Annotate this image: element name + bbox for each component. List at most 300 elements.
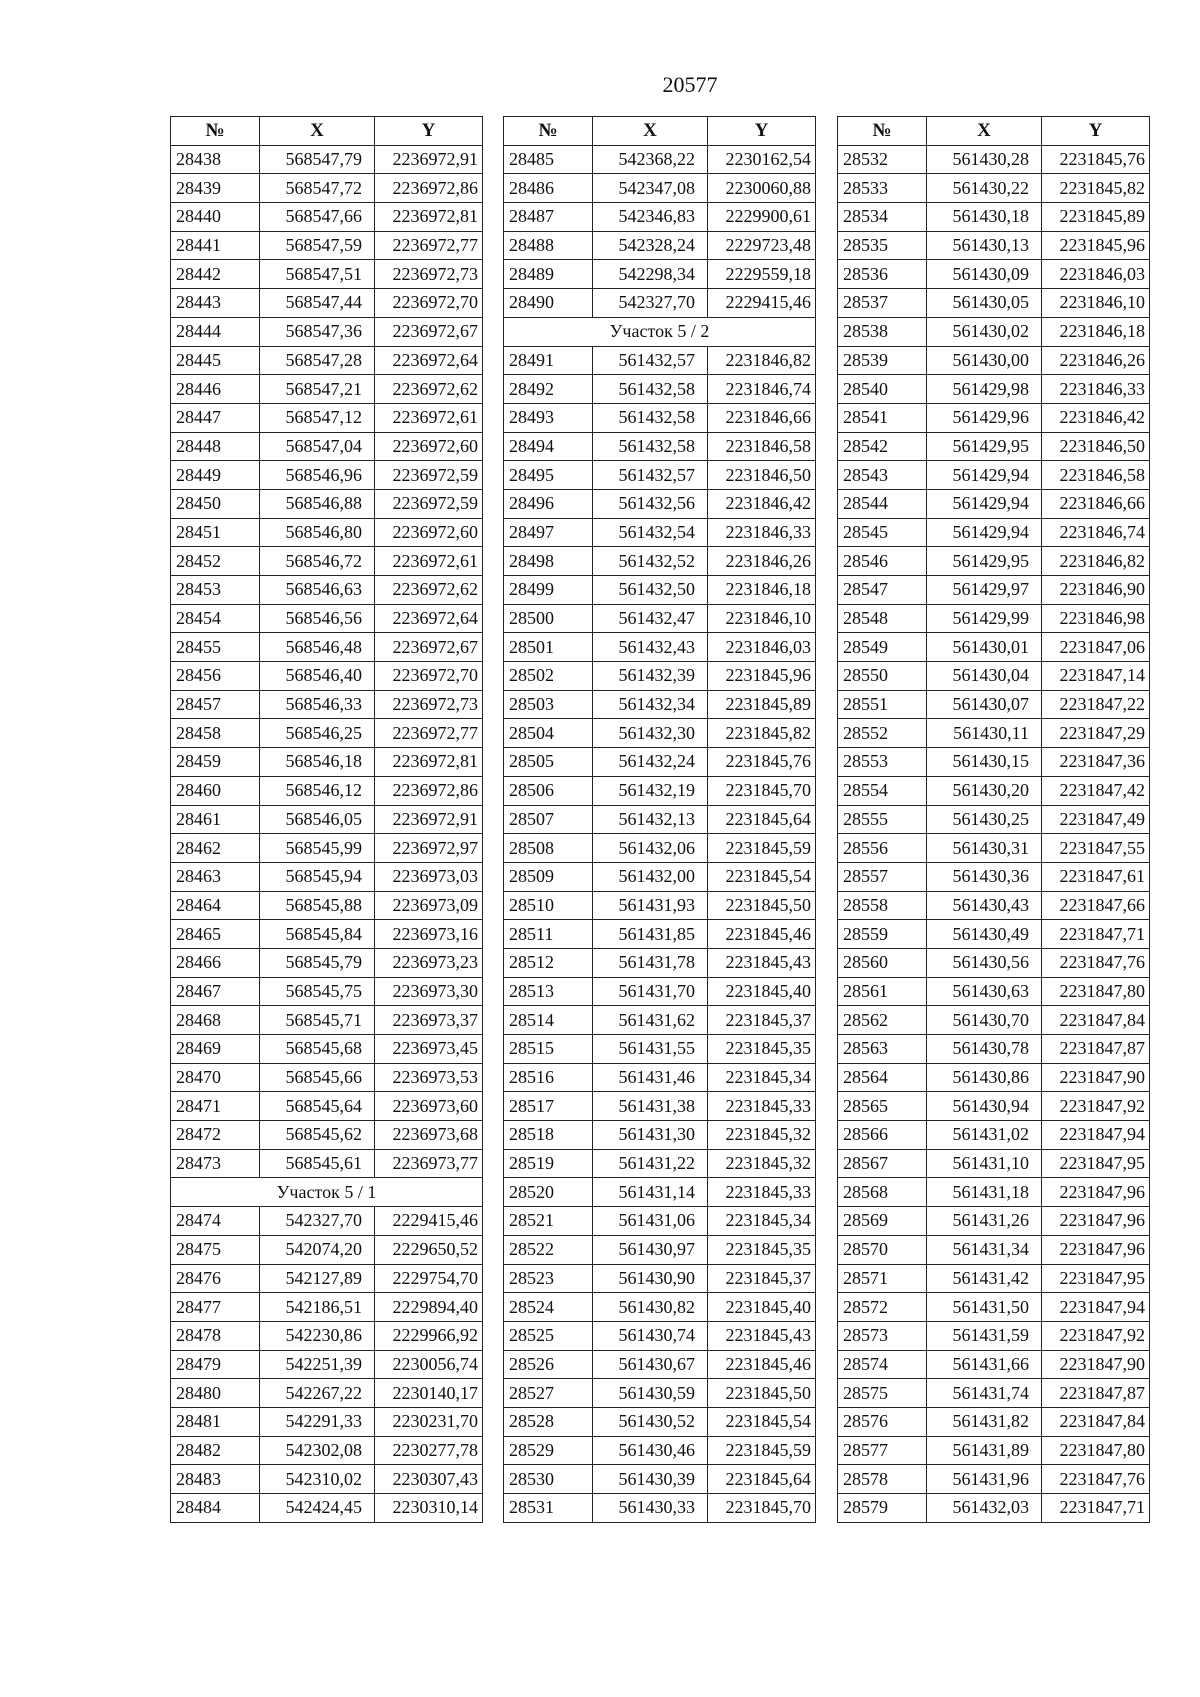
point-number-cell: 28525	[504, 1321, 593, 1350]
y-coordinate-cell: 2231845,89	[708, 690, 816, 719]
x-coordinate-cell: 561430,20	[927, 776, 1042, 805]
x-coordinate-cell: 568546,72	[260, 547, 375, 576]
x-coordinate-cell: 561430,49	[927, 920, 1042, 949]
x-coordinate-cell: 561431,30	[593, 1121, 708, 1150]
y-coordinate-cell: 2231847,42	[1042, 776, 1150, 805]
point-number-cell: 28457	[171, 690, 260, 719]
x-coordinate-cell: 568546,12	[260, 776, 375, 805]
point-number-cell: 28514	[504, 1006, 593, 1035]
table-row	[838, 203, 1150, 232]
x-coordinate-cell: 568545,62	[260, 1121, 375, 1150]
x-coordinate-cell: 561429,96	[927, 403, 1042, 432]
table-row	[838, 576, 1150, 605]
table-row	[504, 719, 816, 748]
y-coordinate-cell: 2231845,96	[1042, 231, 1150, 260]
y-coordinate-cell: 2236972,70	[375, 289, 483, 318]
table-row	[171, 461, 483, 490]
y-coordinate-cell: 2231846,10	[1042, 289, 1150, 318]
table-row	[504, 948, 816, 977]
y-coordinate-cell: 2231847,87	[1042, 1379, 1150, 1408]
table-row	[838, 461, 1150, 490]
x-coordinate-cell: 542127,89	[260, 1264, 375, 1293]
table-row	[171, 1092, 483, 1121]
x-coordinate-cell: 568545,99	[260, 834, 375, 863]
table-row	[171, 518, 483, 547]
point-number-cell: 28444	[171, 317, 260, 346]
y-coordinate-cell: 2229415,46	[708, 289, 816, 318]
point-number-cell: 28574	[838, 1350, 927, 1379]
table-row	[504, 862, 816, 891]
x-coordinate-cell: 561429,95	[927, 432, 1042, 461]
point-number-cell: 28486	[504, 174, 593, 203]
table-row	[504, 748, 816, 777]
y-coordinate-cell: 2231847,49	[1042, 805, 1150, 834]
table-row	[171, 289, 483, 318]
point-number-cell: 28540	[838, 375, 927, 404]
x-coordinate-cell: 561432,03	[927, 1494, 1042, 1523]
table-row	[838, 977, 1150, 1006]
y-coordinate-cell: 2231847,80	[1042, 977, 1150, 1006]
table-row	[171, 690, 483, 719]
x-coordinate-cell: 561430,18	[927, 203, 1042, 232]
point-number-cell: 28480	[171, 1379, 260, 1408]
x-coordinate-cell: 561430,94	[927, 1092, 1042, 1121]
x-coordinate-cell: 561430,07	[927, 690, 1042, 719]
table-row	[171, 805, 483, 834]
point-number-cell: 28466	[171, 948, 260, 977]
table-row	[838, 690, 1150, 719]
number-column-header: №	[838, 117, 927, 146]
table-row	[838, 834, 1150, 863]
y-coordinate-cell: 2231846,90	[1042, 576, 1150, 605]
point-number-cell: 28445	[171, 346, 260, 375]
y-coordinate-cell: 2236972,60	[375, 432, 483, 461]
table-row	[504, 403, 816, 432]
point-number-cell: 28530	[504, 1465, 593, 1494]
table-row	[838, 518, 1150, 547]
y-coordinate-cell: 2236972,77	[375, 719, 483, 748]
x-coordinate-cell: 561429,98	[927, 375, 1042, 404]
table-row	[838, 432, 1150, 461]
point-number-cell: 28460	[171, 776, 260, 805]
point-number-cell: 28472	[171, 1121, 260, 1150]
point-number-cell: 28484	[171, 1494, 260, 1523]
y-coordinate-cell: 2236973,53	[375, 1063, 483, 1092]
point-number-cell: 28506	[504, 776, 593, 805]
table-row	[171, 375, 483, 404]
coordinates-table-1	[170, 116, 483, 1523]
point-number-cell: 28482	[171, 1436, 260, 1465]
y-coordinate-cell: 2231847,71	[1042, 920, 1150, 949]
table-row	[504, 547, 816, 576]
table-row	[504, 174, 816, 203]
table-row	[171, 719, 483, 748]
table-row	[504, 920, 816, 949]
x-coordinate-cell: 561431,46	[593, 1063, 708, 1092]
x-coordinate-cell: 561430,13	[927, 231, 1042, 260]
table-row	[504, 1006, 816, 1035]
y-coordinate-cell: 2230231,70	[375, 1407, 483, 1436]
x-coordinate-cell: 561429,97	[927, 576, 1042, 605]
x-coordinate-cell: 568547,66	[260, 203, 375, 232]
y-column-header: Y	[375, 117, 483, 146]
y-coordinate-cell: 2236973,45	[375, 1035, 483, 1064]
point-number-cell: 28485	[504, 145, 593, 174]
section-label: Участок 5 / 2	[504, 317, 816, 346]
point-number-cell: 28548	[838, 604, 927, 633]
x-coordinate-cell: 561431,93	[593, 891, 708, 920]
x-coordinate-cell: 561432,06	[593, 834, 708, 863]
point-number-cell: 28564	[838, 1063, 927, 1092]
x-coordinate-cell: 568547,12	[260, 403, 375, 432]
table-row	[504, 662, 816, 691]
point-number-cell: 28520	[504, 1178, 593, 1207]
point-number-cell: 28481	[171, 1407, 260, 1436]
x-coordinate-cell: 568546,18	[260, 748, 375, 777]
table-row	[171, 891, 483, 920]
y-coordinate-cell: 2231845,50	[708, 1379, 816, 1408]
table-row	[171, 1436, 483, 1465]
table-row	[504, 834, 816, 863]
point-number-cell: 28487	[504, 203, 593, 232]
y-coordinate-cell: 2231847,95	[1042, 1149, 1150, 1178]
point-number-cell: 28491	[504, 346, 593, 375]
point-number-cell: 28542	[838, 432, 927, 461]
x-coordinate-cell: 561431,14	[593, 1178, 708, 1207]
y-coordinate-cell: 2231846,03	[1042, 260, 1150, 289]
point-number-cell: 28517	[504, 1092, 593, 1121]
table-row	[838, 748, 1150, 777]
table-row	[171, 1035, 483, 1064]
table-row	[504, 260, 816, 289]
x-coordinate-cell: 568547,44	[260, 289, 375, 318]
table-row	[838, 317, 1150, 346]
point-number-cell: 28539	[838, 346, 927, 375]
point-number-cell: 28493	[504, 403, 593, 432]
x-coordinate-cell: 561432,58	[593, 432, 708, 461]
x-coordinate-cell: 561430,70	[927, 1006, 1042, 1035]
x-coordinate-cell: 561430,74	[593, 1321, 708, 1350]
y-coordinate-cell: 2236972,59	[375, 489, 483, 518]
y-coordinate-cell: 2231845,37	[708, 1264, 816, 1293]
y-coordinate-cell: 2231846,33	[1042, 375, 1150, 404]
y-coordinate-cell: 2231845,89	[1042, 203, 1150, 232]
point-number-cell: 28547	[838, 576, 927, 605]
table-row	[504, 346, 816, 375]
table-row	[838, 1407, 1150, 1436]
table-row	[171, 576, 483, 605]
table-row	[171, 317, 483, 346]
y-coordinate-cell: 2231846,98	[1042, 604, 1150, 633]
x-coordinate-cell: 568546,63	[260, 576, 375, 605]
point-number-cell: 28438	[171, 145, 260, 174]
point-number-cell: 28452	[171, 547, 260, 576]
table-row	[504, 576, 816, 605]
y-coordinate-cell: 2231846,26	[708, 547, 816, 576]
point-number-cell: 28556	[838, 834, 927, 863]
point-number-cell: 28476	[171, 1264, 260, 1293]
x-coordinate-cell: 561430,33	[593, 1494, 708, 1523]
x-coordinate-cell: 561431,78	[593, 948, 708, 977]
table-row	[504, 1264, 816, 1293]
point-number-cell: 28473	[171, 1149, 260, 1178]
y-coordinate-cell: 2236973,09	[375, 891, 483, 920]
x-coordinate-cell: 561431,34	[927, 1235, 1042, 1264]
point-number-cell: 28440	[171, 203, 260, 232]
table-row	[504, 1063, 816, 1092]
y-coordinate-cell: 2231846,50	[708, 461, 816, 490]
x-coordinate-cell: 561430,39	[593, 1465, 708, 1494]
x-coordinate-cell: 561430,28	[927, 145, 1042, 174]
y-column-header: Y	[708, 117, 816, 146]
x-coordinate-cell: 542368,22	[593, 145, 708, 174]
point-number-cell: 28474	[171, 1207, 260, 1236]
x-coordinate-cell: 542327,70	[593, 289, 708, 318]
point-number-cell: 28509	[504, 862, 593, 891]
x-coordinate-cell: 568547,21	[260, 375, 375, 404]
y-coordinate-cell: 2231846,33	[708, 518, 816, 547]
y-coordinate-cell: 2231846,74	[708, 375, 816, 404]
x-coordinate-cell: 561432,34	[593, 690, 708, 719]
x-coordinate-cell: 561430,46	[593, 1436, 708, 1465]
y-coordinate-cell: 2231845,33	[708, 1092, 816, 1121]
point-number-cell: 28468	[171, 1006, 260, 1035]
y-coordinate-cell: 2231847,96	[1042, 1235, 1150, 1264]
x-coordinate-cell: 561429,94	[927, 518, 1042, 547]
point-number-cell: 28510	[504, 891, 593, 920]
point-number-cell: 28469	[171, 1035, 260, 1064]
y-coordinate-cell: 2236972,73	[375, 690, 483, 719]
section-label: Участок 5 / 1	[171, 1178, 483, 1207]
x-coordinate-cell: 561431,59	[927, 1321, 1042, 1350]
x-coordinate-cell: 561430,04	[927, 662, 1042, 691]
x-coordinate-cell: 561432,13	[593, 805, 708, 834]
y-coordinate-cell: 2231845,96	[708, 662, 816, 691]
point-number-cell: 28490	[504, 289, 593, 318]
point-number-cell: 28544	[838, 489, 927, 518]
table-row	[838, 1121, 1150, 1150]
x-coordinate-cell: 561430,43	[927, 891, 1042, 920]
y-coordinate-cell: 2231846,66	[1042, 489, 1150, 518]
point-number-cell: 28559	[838, 920, 927, 949]
point-number-cell: 28489	[504, 260, 593, 289]
x-coordinate-cell: 568545,71	[260, 1006, 375, 1035]
y-coordinate-cell: 2230307,43	[375, 1465, 483, 1494]
table-row	[838, 948, 1150, 977]
table-row	[504, 1207, 816, 1236]
table-row	[504, 891, 816, 920]
x-coordinate-cell: 561431,70	[593, 977, 708, 1006]
point-number-cell: 28579	[838, 1494, 927, 1523]
x-coordinate-cell: 542347,08	[593, 174, 708, 203]
point-number-cell: 28565	[838, 1092, 927, 1121]
y-coordinate-cell: 2231847,94	[1042, 1121, 1150, 1150]
table-row	[171, 662, 483, 691]
point-number-cell: 28578	[838, 1465, 927, 1494]
x-coordinate-cell: 561432,43	[593, 633, 708, 662]
y-coordinate-cell: 2231847,80	[1042, 1436, 1150, 1465]
point-number-cell: 28575	[838, 1379, 927, 1408]
y-coordinate-cell: 2231845,35	[708, 1035, 816, 1064]
number-column-header: №	[504, 117, 593, 146]
x-coordinate-cell: 542327,70	[260, 1207, 375, 1236]
point-number-cell: 28492	[504, 375, 593, 404]
point-number-cell: 28464	[171, 891, 260, 920]
point-number-cell: 28570	[838, 1235, 927, 1264]
y-coordinate-cell: 2231845,40	[708, 1293, 816, 1322]
y-coordinate-cell: 2231846,10	[708, 604, 816, 633]
y-coordinate-cell: 2231847,90	[1042, 1063, 1150, 1092]
coordinates-table-3	[837, 116, 1150, 1523]
table-row	[838, 1178, 1150, 1207]
x-coordinate-cell: 568545,75	[260, 977, 375, 1006]
point-number-cell: 28497	[504, 518, 593, 547]
point-number-cell: 28479	[171, 1350, 260, 1379]
point-number-cell: 28447	[171, 403, 260, 432]
x-coordinate-cell: 568546,25	[260, 719, 375, 748]
table-row	[838, 633, 1150, 662]
y-coordinate-cell: 2231846,42	[1042, 403, 1150, 432]
table-row	[838, 174, 1150, 203]
point-number-cell: 28439	[171, 174, 260, 203]
point-number-cell: 28446	[171, 375, 260, 404]
y-coordinate-cell: 2231846,50	[1042, 432, 1150, 461]
table-row	[838, 1207, 1150, 1236]
y-coordinate-cell: 2236972,67	[375, 317, 483, 346]
y-coordinate-cell: 2231845,34	[708, 1063, 816, 1092]
table-row	[838, 862, 1150, 891]
y-coordinate-cell: 2229900,61	[708, 203, 816, 232]
point-number-cell: 28504	[504, 719, 593, 748]
table-row	[838, 604, 1150, 633]
table-row	[504, 1494, 816, 1523]
table-row	[838, 1379, 1150, 1408]
table-row	[504, 1407, 816, 1436]
point-number-cell: 28518	[504, 1121, 593, 1150]
y-coordinate-cell: 2231847,71	[1042, 1494, 1150, 1523]
point-number-cell: 28550	[838, 662, 927, 691]
y-coordinate-cell: 2231846,74	[1042, 518, 1150, 547]
point-number-cell: 28503	[504, 690, 593, 719]
x-coordinate-cell: 561430,97	[593, 1235, 708, 1264]
table-row	[171, 174, 483, 203]
x-coordinate-cell: 561432,19	[593, 776, 708, 805]
x-coordinate-cell: 542267,22	[260, 1379, 375, 1408]
y-coordinate-cell: 2236972,86	[375, 174, 483, 203]
point-number-cell: 28448	[171, 432, 260, 461]
x-coordinate-cell: 561432,00	[593, 862, 708, 891]
y-coordinate-cell: 2231847,90	[1042, 1350, 1150, 1379]
x-coordinate-cell: 561432,30	[593, 719, 708, 748]
x-coordinate-cell: 561431,74	[927, 1379, 1042, 1408]
y-coordinate-cell: 2231846,42	[708, 489, 816, 518]
x-coordinate-cell: 568545,88	[260, 891, 375, 920]
table-row	[838, 1494, 1150, 1523]
point-number-cell: 28443	[171, 289, 260, 318]
point-number-cell: 28523	[504, 1264, 593, 1293]
x-coordinate-cell: 561429,94	[927, 461, 1042, 490]
table-header-row	[171, 117, 483, 146]
table-row	[171, 1121, 483, 1150]
x-coordinate-cell: 542074,20	[260, 1235, 375, 1264]
table-header-row	[504, 117, 816, 146]
x-coordinate-cell: 561430,31	[927, 834, 1042, 863]
point-number-cell: 28470	[171, 1063, 260, 1092]
y-coordinate-cell: 2231846,26	[1042, 346, 1150, 375]
x-coordinate-cell: 561430,67	[593, 1350, 708, 1379]
page-number: 20577	[662, 72, 718, 97]
table-row	[838, 1350, 1150, 1379]
y-coordinate-cell: 2231845,82	[708, 719, 816, 748]
number-column-header: №	[171, 117, 260, 146]
y-coordinate-cell: 2236972,62	[375, 375, 483, 404]
y-coordinate-cell: 2236972,67	[375, 633, 483, 662]
table-row	[838, 145, 1150, 174]
table-row	[171, 547, 483, 576]
table-row	[504, 231, 816, 260]
point-number-cell: 28534	[838, 203, 927, 232]
table-row	[838, 1264, 1150, 1293]
x-coordinate-cell: 561429,95	[927, 547, 1042, 576]
y-coordinate-cell: 2231845,59	[708, 1436, 816, 1465]
y-coordinate-cell: 2236972,81	[375, 748, 483, 777]
table-row	[838, 1293, 1150, 1322]
point-number-cell: 28561	[838, 977, 927, 1006]
y-coordinate-cell: 2236973,03	[375, 862, 483, 891]
x-coordinate-cell: 542310,02	[260, 1465, 375, 1494]
point-number-cell: 28477	[171, 1293, 260, 1322]
y-coordinate-cell: 2229894,40	[375, 1293, 483, 1322]
x-coordinate-cell: 561431,38	[593, 1092, 708, 1121]
y-coordinate-cell: 2231847,22	[1042, 690, 1150, 719]
y-coordinate-cell: 2231847,55	[1042, 834, 1150, 863]
y-coordinate-cell: 2236973,60	[375, 1092, 483, 1121]
x-column-header: X	[593, 117, 708, 146]
table-row	[171, 633, 483, 662]
x-coordinate-cell: 561430,78	[927, 1035, 1042, 1064]
x-coordinate-cell: 542298,34	[593, 260, 708, 289]
y-coordinate-cell: 2236973,30	[375, 977, 483, 1006]
x-coordinate-cell: 568545,64	[260, 1092, 375, 1121]
y-coordinate-cell: 2231845,50	[708, 891, 816, 920]
table-row	[504, 145, 816, 174]
x-coordinate-cell: 568547,72	[260, 174, 375, 203]
y-coordinate-cell: 2236972,73	[375, 260, 483, 289]
y-coordinate-cell: 2231845,76	[1042, 145, 1150, 174]
point-number-cell: 28532	[838, 145, 927, 174]
point-number-cell: 28516	[504, 1063, 593, 1092]
y-coordinate-cell: 2231845,70	[708, 776, 816, 805]
table-row	[171, 145, 483, 174]
x-coordinate-cell: 561430,00	[927, 346, 1042, 375]
y-coordinate-cell: 2231847,87	[1042, 1035, 1150, 1064]
table-row	[504, 604, 816, 633]
table-row	[838, 489, 1150, 518]
x-coordinate-cell: 561431,62	[593, 1006, 708, 1035]
y-coordinate-cell: 2231845,54	[708, 862, 816, 891]
point-number-cell: 28513	[504, 977, 593, 1006]
point-number-cell: 28569	[838, 1207, 927, 1236]
y-coordinate-cell: 2236973,77	[375, 1149, 483, 1178]
point-number-cell: 28478	[171, 1321, 260, 1350]
x-coordinate-cell: 561431,22	[593, 1149, 708, 1178]
x-coordinate-cell: 561429,99	[927, 604, 1042, 633]
x-coordinate-cell: 542291,33	[260, 1407, 375, 1436]
point-number-cell: 28501	[504, 633, 593, 662]
x-coordinate-cell: 561431,18	[927, 1178, 1042, 1207]
point-number-cell: 28551	[838, 690, 927, 719]
point-number-cell: 28546	[838, 547, 927, 576]
